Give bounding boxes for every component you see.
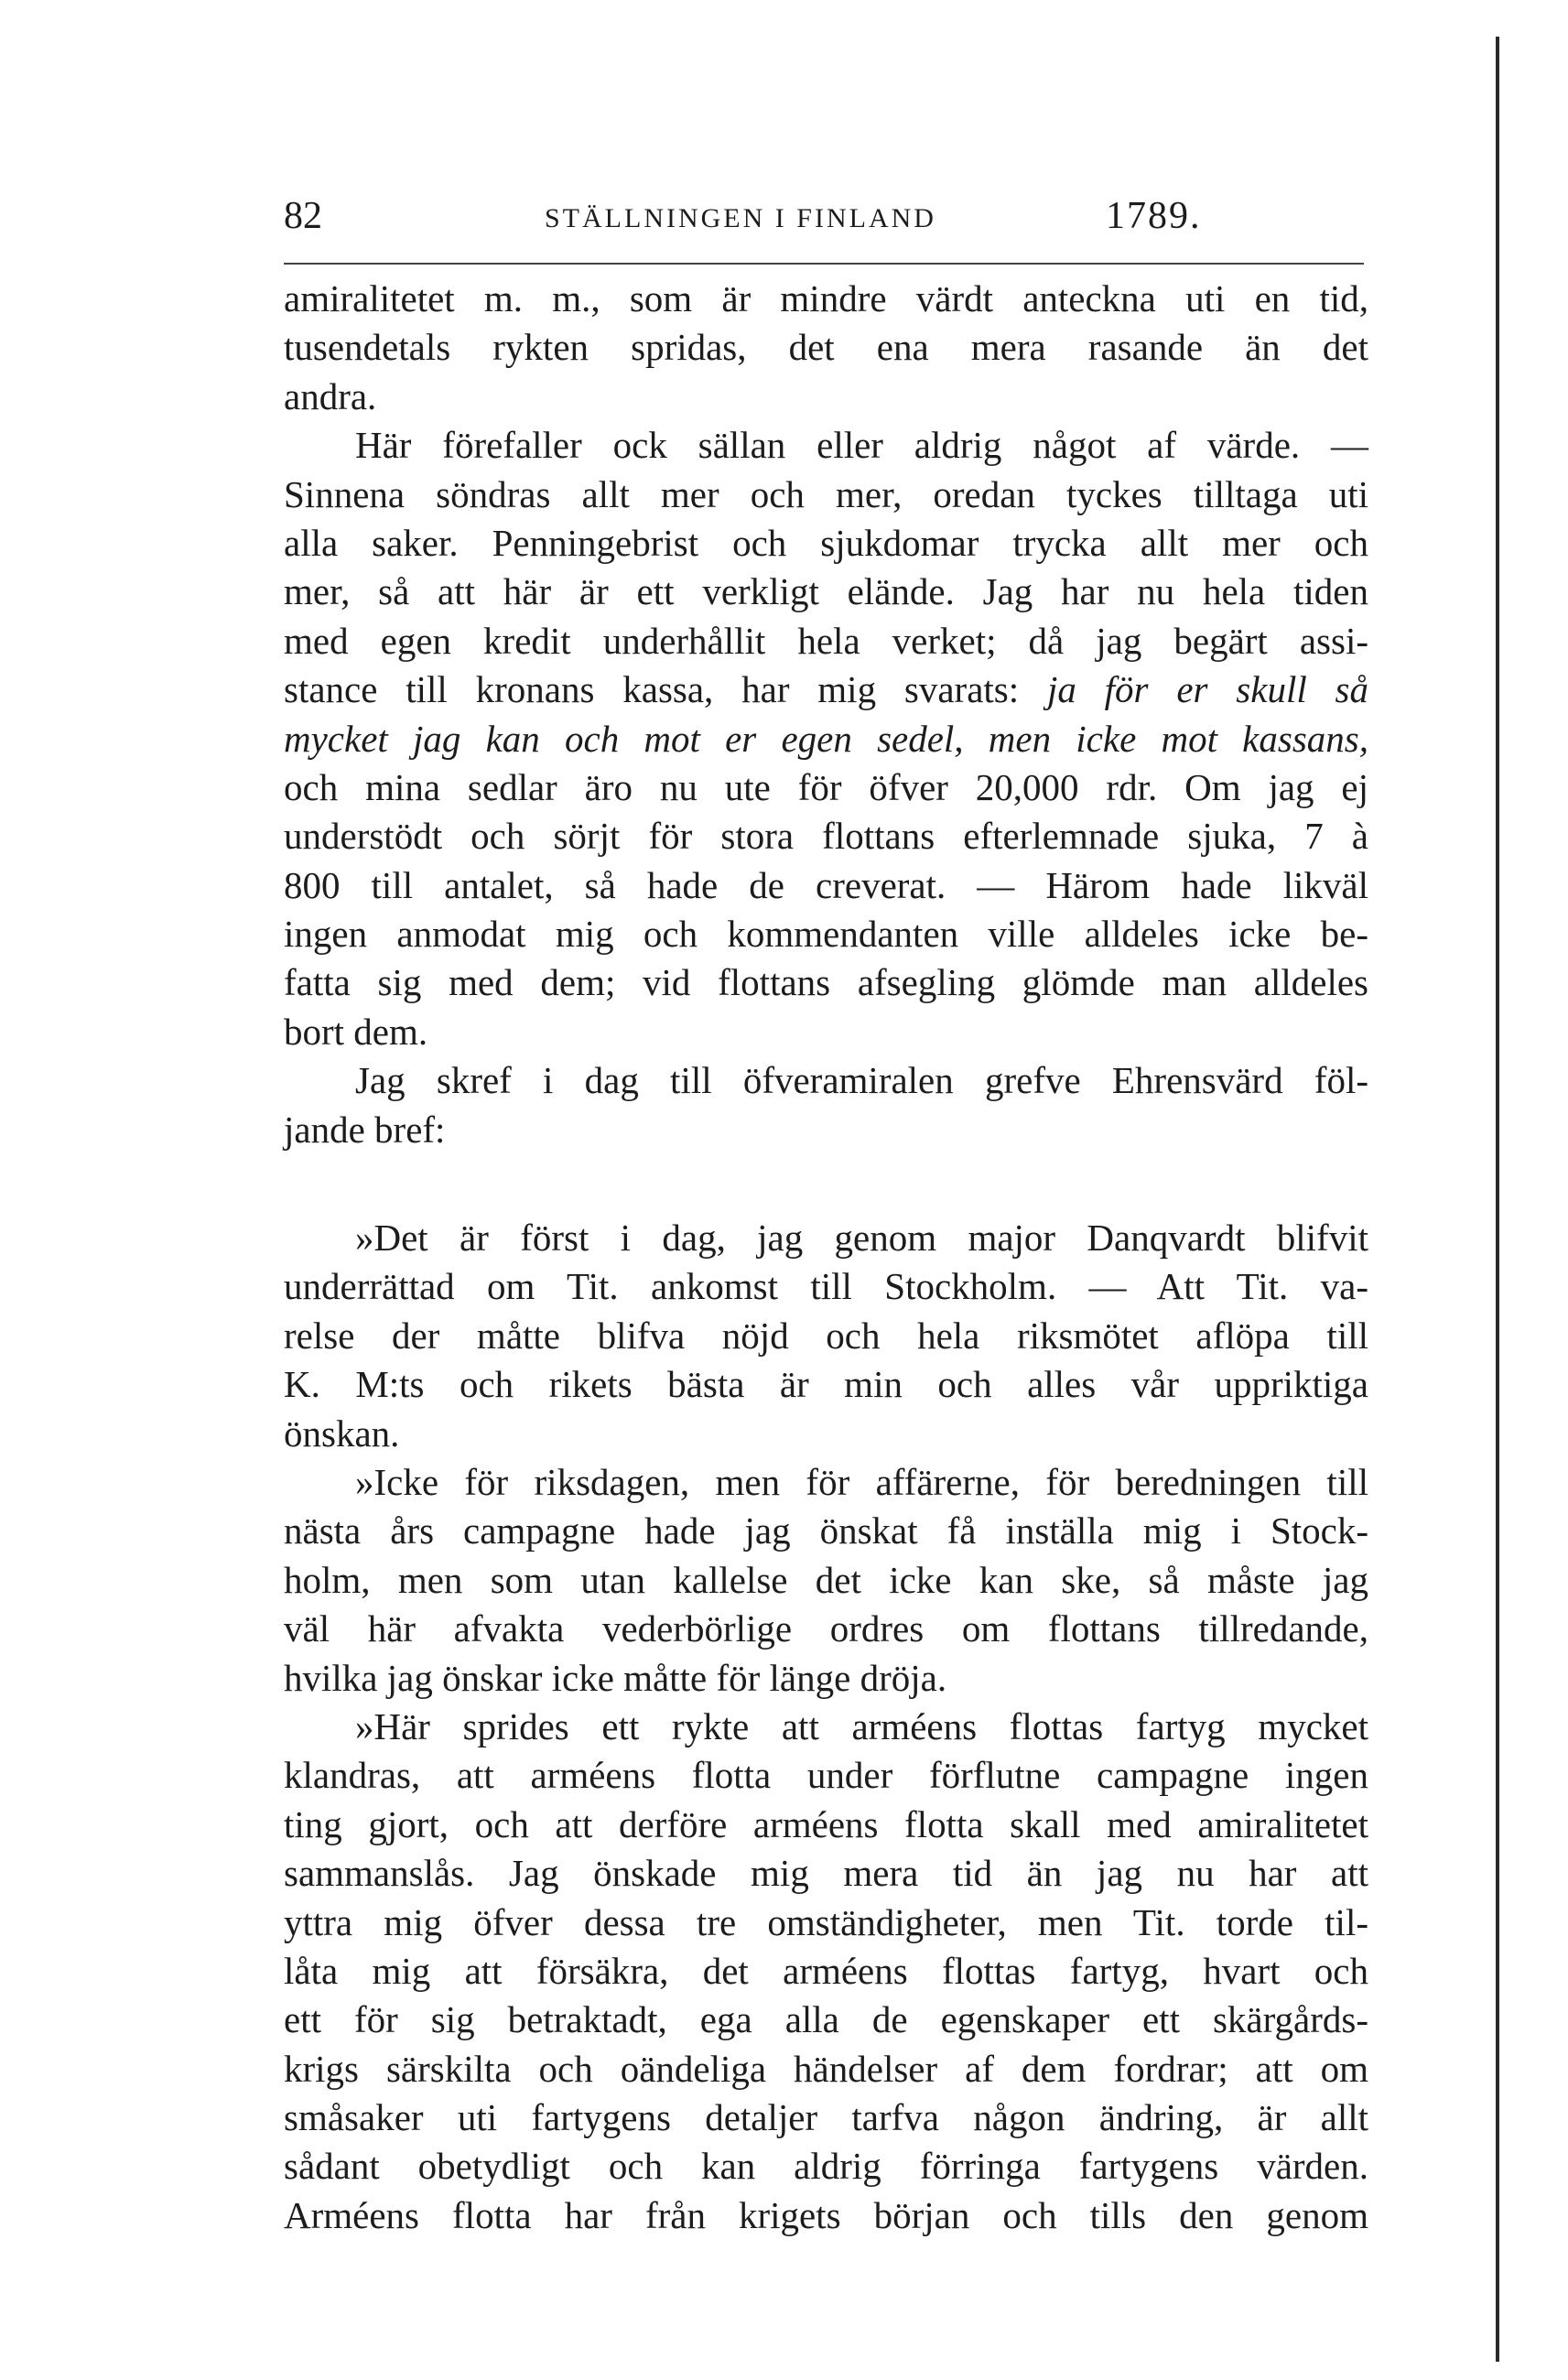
text-line: sådant obetydligt och kan aldrig förringa fartygens värden. [284, 2145, 1368, 2188]
text-line: alla saker. Penningebrist och sjukdomar trycka allt mer och [284, 521, 1368, 564]
italic-phrase: ja för er skull så [1046, 668, 1368, 711]
text-line: nästa års campagne hade jag önskat få inställa mig i Stock- [284, 1509, 1368, 1552]
text-line: ingen anmodat mig och kommendanten ville alldeles icke be- [284, 913, 1368, 956]
text-line: Här förefaller ock sällan eller aldrig något af värde. — [355, 424, 1368, 467]
text-line: Sinnena söndras allt mer och mer, oredan tyckes tilltaga uti [284, 472, 1368, 515]
text-line: mer, så att här är ett verkligt elände. Jag har nu hela tiden [284, 570, 1368, 613]
page-edge-line [1496, 37, 1499, 2362]
text-line: K. M:ts och rikets bästa är min och alles vår uppriktiga [284, 1363, 1368, 1406]
text-line: låta mig att försäkra, det arméens flottas fartyg, hvart och [284, 1949, 1368, 1992]
running-head-year: 1789. [1106, 195, 1202, 237]
text-line: fatta sig med dem; vid flottans afsegling glömde man alldeles [284, 961, 1368, 1004]
page-header [284, 194, 1373, 245]
text-line: önskan. [284, 1412, 400, 1455]
text-line: amiralitetet m. m., som är mindre värdt anteckna uti en tid, [284, 277, 1368, 319]
text-line: andra. [284, 374, 377, 417]
running-head: STÄLLNINGEN I FINLAND [545, 203, 936, 233]
text-line: väl här afvakta vederbörlige ordres om flottans tillredande, [284, 1607, 1368, 1650]
text-line: sammanslås. Jag önskade mig mera tid än jag nu har att [284, 1852, 1368, 1895]
text-line: ting gjort, och att derföre arméens flotta skall med amiralitetet [284, 1802, 1368, 1845]
text-line: och mina sedlar äro nu ute för öfver 20,000 rdr. Om jag ej [284, 765, 1368, 808]
text-line: holm, men som utan kallelse det icke kan ske, så måste jag [284, 1558, 1368, 1601]
text-line: yttra mig öfver dessa tre omständigheter, men Tit. torde til- [284, 1900, 1368, 1943]
text-line: »Det är först i dag, jag genom major Danqvardt blifvit [355, 1217, 1368, 1260]
text-line: ett för sig betraktadt, ega alla de egenskaper ett skärgårds- [284, 1998, 1368, 2041]
text-line: klandras, att arméens flotta under förflutne campagne ingen [284, 1754, 1368, 1797]
text-line: tusendetals rykten spridas, det ena mera rasande än det [284, 326, 1368, 369]
text-line: Jag skref i dag till öfveramiralen grefve Ehrensvärd föl- [355, 1059, 1368, 1102]
text-line: »Icke för riksdagen, men för affärerne, för beredningen till [355, 1460, 1368, 1503]
text-line: »Här sprides ett rykte att arméens flottas fartyg mycket [355, 1704, 1368, 1747]
text-line: hvilka jag önskar icke måtte för länge dröja. [284, 1656, 947, 1699]
text-line: jande bref: [284, 1108, 446, 1151]
text-segment: stance till kronans kassa, har mig svarats: [284, 668, 1047, 711]
page-number: 82 [284, 195, 322, 237]
text-line: mycket jag kan och mot er egen sedel, men icke mot kassans, [284, 717, 1368, 760]
text-line: underrättad om Tit. ankomst till Stockholm. — Att Tit. va- [284, 1265, 1368, 1308]
paragraph-gap [284, 1154, 1368, 1214]
text-line: 800 till antalet, så hade de creverat. — Härom hade likväl [284, 863, 1368, 906]
text-line: småsaker uti fartygens detaljer tarfva någon ändring, är allt [284, 2096, 1368, 2139]
body-text [284, 275, 1368, 2240]
text-line: Arméens flotta har från krigets början och tills den genom [284, 2193, 1368, 2236]
header-rule [284, 263, 1364, 265]
text-line: bort dem. [284, 1010, 428, 1053]
text-line: relse der måtte blifva nöjd och hela riksmötet aflöpa till [284, 1314, 1368, 1357]
text-line: krigs särskilta och oändeliga händelser af dem fordrar; att om [284, 2047, 1368, 2090]
text-line-with-italic [284, 665, 1368, 714]
text-line: med egen kredit underhållit hela verket; då jag begärt assi- [284, 619, 1368, 662]
text-line: understödt och sörjt för stora flottans efterlemnade sjuka, 7 à [284, 815, 1368, 858]
